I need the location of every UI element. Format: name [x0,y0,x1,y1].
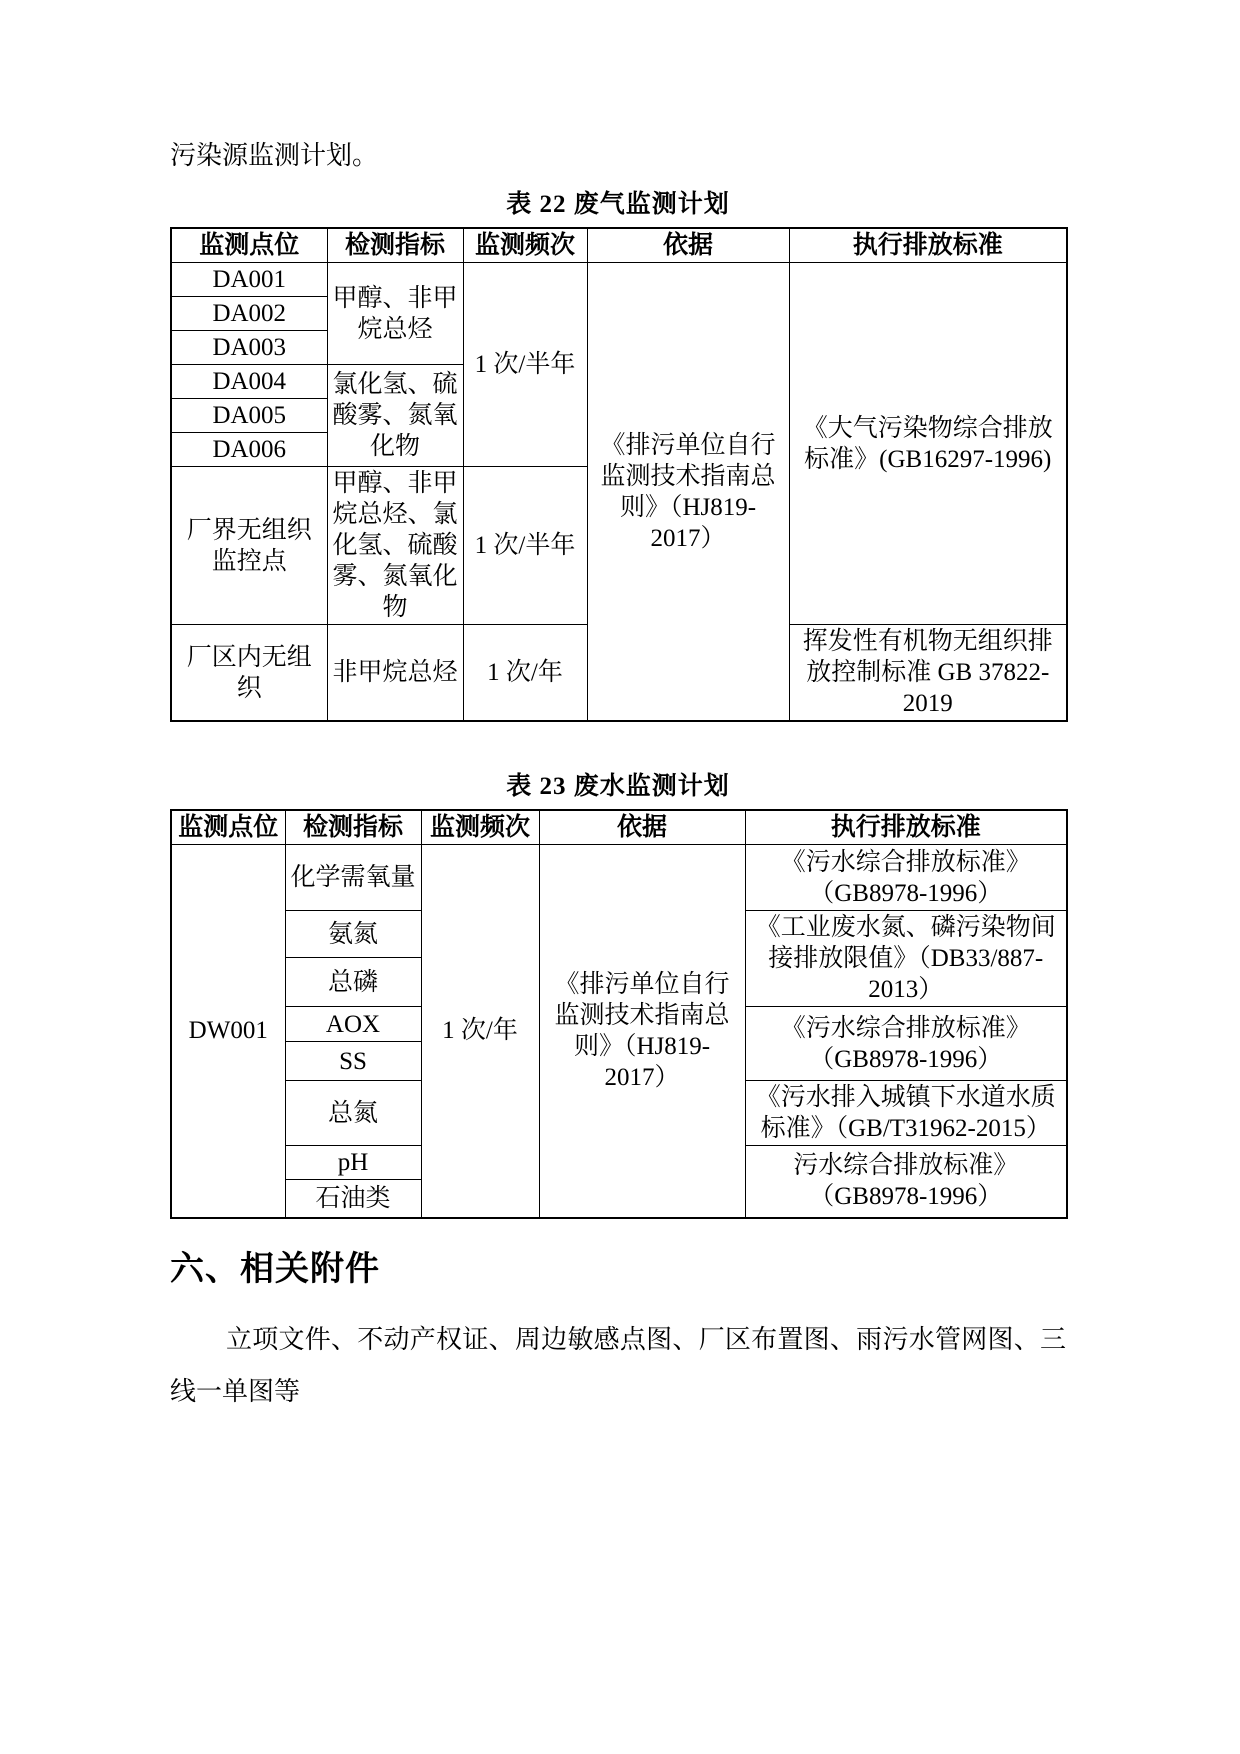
table23-header-basis: 依据 [539,810,745,845]
table23-header-monitoring-point: 监测点位 [171,810,285,845]
cell-standard-aox-ss: 《污水综合排放标准》（GB8978-1996） [745,1007,1067,1081]
cell-indicator-nh3n: 氨氮 [285,911,421,958]
cell-indicator-boundary: 甲醇、非甲烷总烃、氯化氢、硫酸雾、氮氧化物 [327,467,463,625]
cell-standard-tn: 《污水排入城镇下水道水质标准》（GB/T31962-2015） [745,1081,1067,1146]
cell-point-da002: DA002 [171,297,327,331]
cell-indicator-ss: SS [285,1042,421,1081]
cell-frequency-stacks: 1 次/半年 [463,263,587,467]
table22-header-indicator: 检测指标 [327,228,463,263]
cell-point-area: 厂区内无组织 [171,625,327,722]
cell-basis-table23: 《排污单位自行监测技术指南总则》（HJ819-2017） [539,845,745,1218]
table22-header-frequency: 监测频次 [463,228,587,263]
intro-text: 污染源监测计划。 [170,141,379,170]
table22-header-standard: 执行排放标准 [789,228,1067,263]
cell-standard-voc: 挥发性有机物无组织排放控制标准 GB 37822-2019 [789,625,1067,722]
cell-standard-np: 《工业废水氮、磷污染物间接排放限值》（DB33/887-2013） [745,911,1067,1007]
table23-header-standard: 执行排放标准 [745,810,1067,845]
table23-header-row [171,810,1067,845]
cell-indicator-tp: 总磷 [285,958,421,1007]
cell-point-boundary: 厂界无组织监控点 [171,467,327,625]
cell-basis-table22: 《排污单位自行监测技术指南总则》（HJ819-2017） [587,263,789,722]
cell-indicator-group1: 甲醇、非甲烷总烃 [327,263,463,365]
table23-row-cod [171,845,1067,911]
cell-frequency-area: 1 次/年 [463,625,587,722]
table22-header-basis: 依据 [587,228,789,263]
cell-point-da004: DA004 [171,365,327,399]
cell-indicator-aox: AOX [285,1007,421,1042]
cell-indicator-tn: 总氮 [285,1081,421,1146]
table22-header-monitoring-point: 监测点位 [171,228,327,263]
table22-row-da001 [171,263,1067,297]
section-heading-attachments: 六、相关附件 [170,1250,380,1288]
cell-standard-air: 《大气污染物综合排放标准》(GB16297-1996) [789,263,1067,625]
cell-point-da005: DA005 [171,399,327,433]
table22-header-row [171,228,1067,263]
cell-indicator-area: 非甲烷总烃 [327,625,463,722]
cell-frequency-boundary: 1 次/半年 [463,467,587,625]
attachments-paragraph: 立项文件、不动产权证、周边敏感点图、厂区布置图、雨污水管网图、三线一单图等 [170,1324,1066,1406]
cell-indicator-oil: 石油类 [285,1180,421,1218]
table23-header-indicator: 检测指标 [285,810,421,845]
cell-indicator-cod: 化学需氧量 [285,845,421,911]
cell-indicator-ph: pH [285,1146,421,1180]
cell-point-da003: DA003 [171,331,327,365]
table23-wastewater-monitoring-plan [170,809,1068,1219]
cell-point-dw001: DW001 [171,845,285,1218]
table22-title: 表 22 废气监测计划 [506,191,730,218]
cell-point-da006: DA006 [171,433,327,467]
cell-frequency-dw001: 1 次/年 [421,845,539,1218]
table23-title: 表 23 废水监测计划 [506,773,730,800]
cell-indicator-group2: 氯化氢、硫酸雾、氮氧化物 [327,365,463,467]
table23-header-frequency: 监测频次 [421,810,539,845]
cell-standard-cod: 《污水综合排放标准》（GB8978-1996） [745,845,1067,911]
cell-point-da001: DA001 [171,263,327,297]
cell-standard-ph-oil: 污水综合排放标准》（GB8978-1996） [745,1146,1067,1218]
table22-waste-gas-monitoring-plan [170,227,1068,722]
